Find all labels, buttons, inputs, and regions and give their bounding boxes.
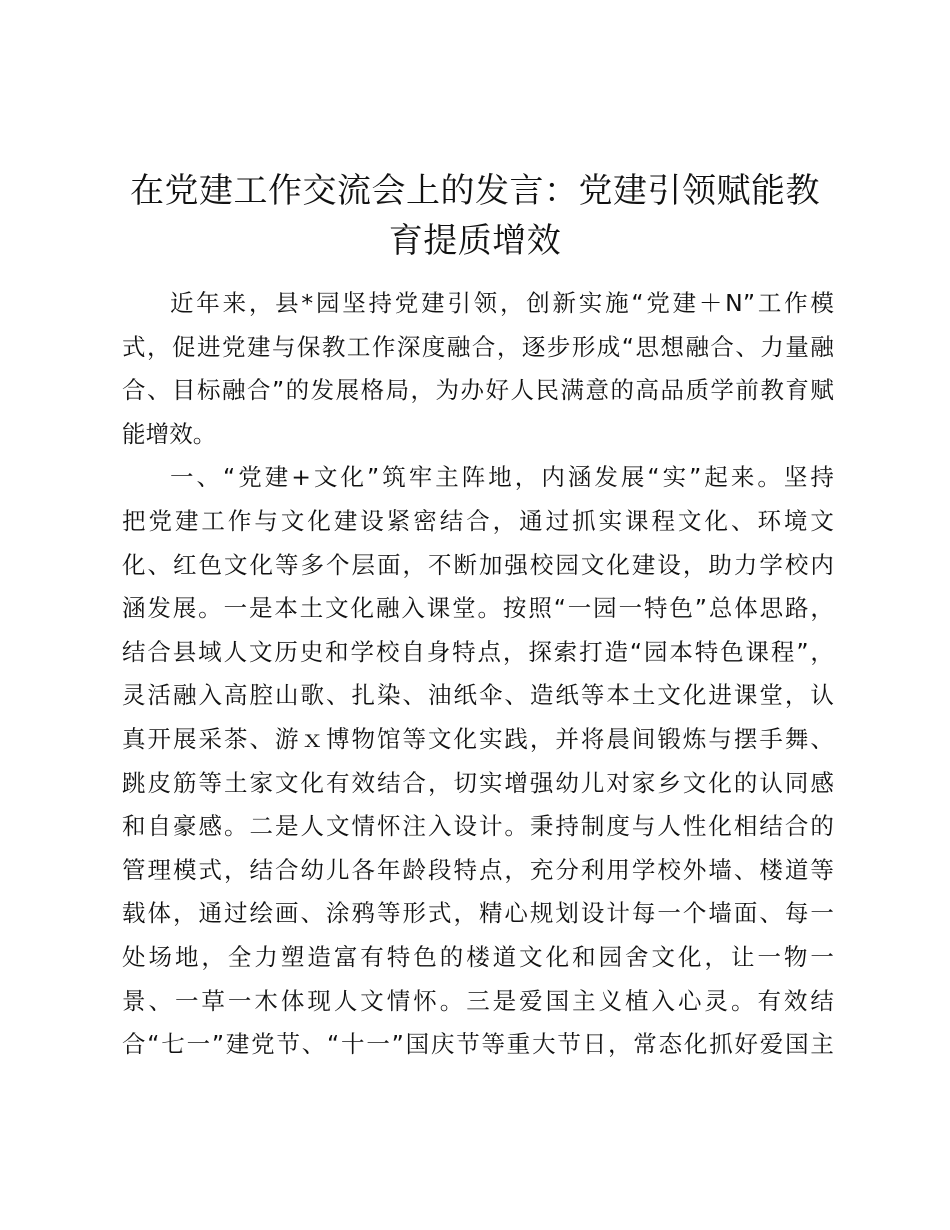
body-line: 合、目标融合”的发展格局，为办好人民满意的高品质学前教育赋 xyxy=(122,376,834,405)
body-line: 把党建工作与文化建设紧密结合，通过抓实课程文化、环境文 xyxy=(122,506,834,535)
body-line: 真开展采茶、游ｘ博物馆等文化实践，并将晨间锻炼与摆手舞、 xyxy=(122,724,834,753)
body-line: 能增效。 xyxy=(122,419,217,448)
body-line: 景、一草一木体现人文情怀。三是爱国主义植入心灵。有效结 xyxy=(122,986,834,1015)
title-line-2: 育提质增效 xyxy=(388,221,562,261)
body-line: 涵发展。一是本土文化融入课堂。按照“一园一特色”总体思路， xyxy=(122,594,834,623)
body-line: 结合县域人文历史和学校自身特点，探索打造“园本特色课程”， xyxy=(122,637,834,666)
body-line: 合“七一”建党节、“十一”国庆节等重大节日，常态化抓好爱国主 xyxy=(122,1030,834,1059)
body-line: 跳皮筋等土家文化有效结合，切实增强幼儿对家乡文化的认同感 xyxy=(122,768,834,797)
body-line: 近年来，县*园坚持党建引领，创新实施“党建＋N”工作模 xyxy=(170,289,834,317)
body-line: 管理模式，结合幼儿各年龄段特点，充分利用学校外墙、楼道等 xyxy=(122,855,834,884)
body-line: 载体，通过绘画、涂鸦等形式，精心规划设计每一个墙面、每一 xyxy=(122,899,834,928)
document-body xyxy=(122,282,834,1067)
body-line: 式，促进党建与保教工作深度融合，逐步形成“思想融合、力量融 xyxy=(122,332,834,361)
body-line: 处场地，全力塑造富有特色的楼道文化和园舍文化，让一物一 xyxy=(122,942,834,971)
body-line: 化、红色文化等多个层面，不断加强校园文化建设，助力学校内 xyxy=(122,550,834,579)
title-line-1: 在党建工作交流会上的发言：党建引领赋能教 xyxy=(130,171,820,211)
document-title xyxy=(110,166,840,266)
body-line: 灵活融入高腔山歌、扎染、油纸伞、造纸等本土文化进课堂，认 xyxy=(122,681,834,710)
body-line: 和自豪感。二是人文情怀注入设计。秉持制度与人性化相结合的 xyxy=(122,812,834,841)
body-line: 一、“党建+文化”筑牢主阵地，内涵发展“实”起来。坚持 xyxy=(170,463,834,492)
